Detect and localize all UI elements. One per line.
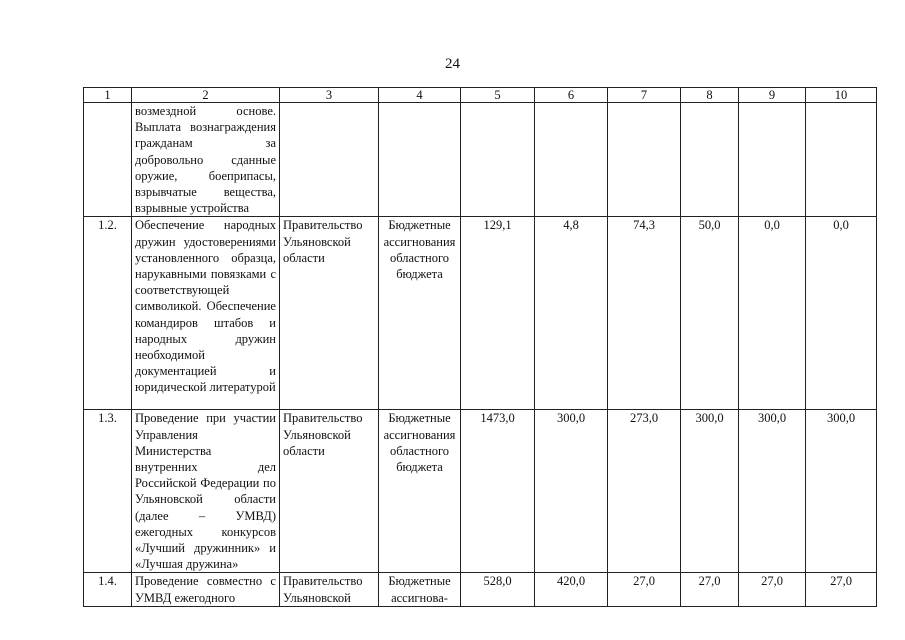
- row-executor: Правительство Ульяновской: [280, 573, 379, 606]
- row-number: 1.4.: [84, 573, 132, 606]
- row-value-col9: 0,0: [739, 217, 806, 410]
- row-number: 1.2.: [84, 217, 132, 410]
- row-funding-source: Бюджетные ассигнования областного бюджета: [379, 410, 461, 573]
- row-value-col9: 300,0: [739, 410, 806, 573]
- row-total: [461, 103, 535, 217]
- column-number: 4: [379, 88, 461, 103]
- row-description: Проведение при участии Управления Министерства внутренних дел Российской Федерации по Ульяновской области (далее – УМВД) ежегодных конкурсов «Лучший дружинник» и «Лучшая дружина»: [132, 410, 280, 573]
- table-row: [84, 410, 877, 573]
- column-number: 7: [608, 88, 681, 103]
- row-number: [84, 103, 132, 217]
- column-number: 8: [681, 88, 739, 103]
- row-value-col6: 4,8: [535, 217, 608, 410]
- table-row: [84, 573, 877, 606]
- row-value-col10: 27,0: [806, 573, 877, 606]
- row-value-col6: [535, 103, 608, 217]
- column-number: 3: [280, 88, 379, 103]
- row-value-col8: 300,0: [681, 410, 739, 573]
- row-executor: Правительство Ульяновской области: [280, 217, 379, 410]
- row-value-col6: 420,0: [535, 573, 608, 606]
- row-value-col7: 273,0: [608, 410, 681, 573]
- row-value-col8: [681, 103, 739, 217]
- row-funding-source: [379, 103, 461, 217]
- row-value-col7: 27,0: [608, 573, 681, 606]
- budget-table: [83, 87, 877, 607]
- column-number: 10: [806, 88, 877, 103]
- row-value-col9: [739, 103, 806, 217]
- row-value-col7: 74,3: [608, 217, 681, 410]
- row-number: 1.3.: [84, 410, 132, 573]
- table-row: [84, 217, 877, 410]
- row-value-col8: 27,0: [681, 573, 739, 606]
- table-row: [84, 103, 877, 217]
- column-number: 9: [739, 88, 806, 103]
- row-total: 1473,0: [461, 410, 535, 573]
- column-number: 1: [84, 88, 132, 103]
- row-value-col8: 50,0: [681, 217, 739, 410]
- row-value-col6: 300,0: [535, 410, 608, 573]
- column-number: 2: [132, 88, 280, 103]
- column-number: 5: [461, 88, 535, 103]
- row-funding-source: Бюджетные ассигнования областного бюджета: [379, 217, 461, 410]
- row-value-col10: 0,0: [806, 217, 877, 410]
- row-value-col10: 300,0: [806, 410, 877, 573]
- row-description: Обеспечение народных дружин удостоверениями установленного образца, нарукавными повязками с соответствующей символикой. Обеспечение командиров штабов и народных дружин необходимой документацией и юридической литературой: [132, 217, 280, 410]
- row-total: 129,1: [461, 217, 535, 410]
- column-number: 6: [535, 88, 608, 103]
- row-value-col7: [608, 103, 681, 217]
- row-description: Проведение совместно с УМВД ежегодного: [132, 573, 280, 606]
- row-total: 528,0: [461, 573, 535, 606]
- row-value-col9: 27,0: [739, 573, 806, 606]
- row-funding-source: Бюджетные ассигнова-: [379, 573, 461, 606]
- row-executor: [280, 103, 379, 217]
- column-number-row: [84, 88, 877, 103]
- row-executor: Правительство Ульяновской области: [280, 410, 379, 573]
- page-number: 24: [445, 56, 460, 72]
- row-description: возмездной основе. Выплата вознаграждения гражданам за добровольно сданные оружие, боеприпасы, взрывчатые вещества, взрывные устройства: [132, 103, 280, 217]
- row-value-col10: [806, 103, 877, 217]
